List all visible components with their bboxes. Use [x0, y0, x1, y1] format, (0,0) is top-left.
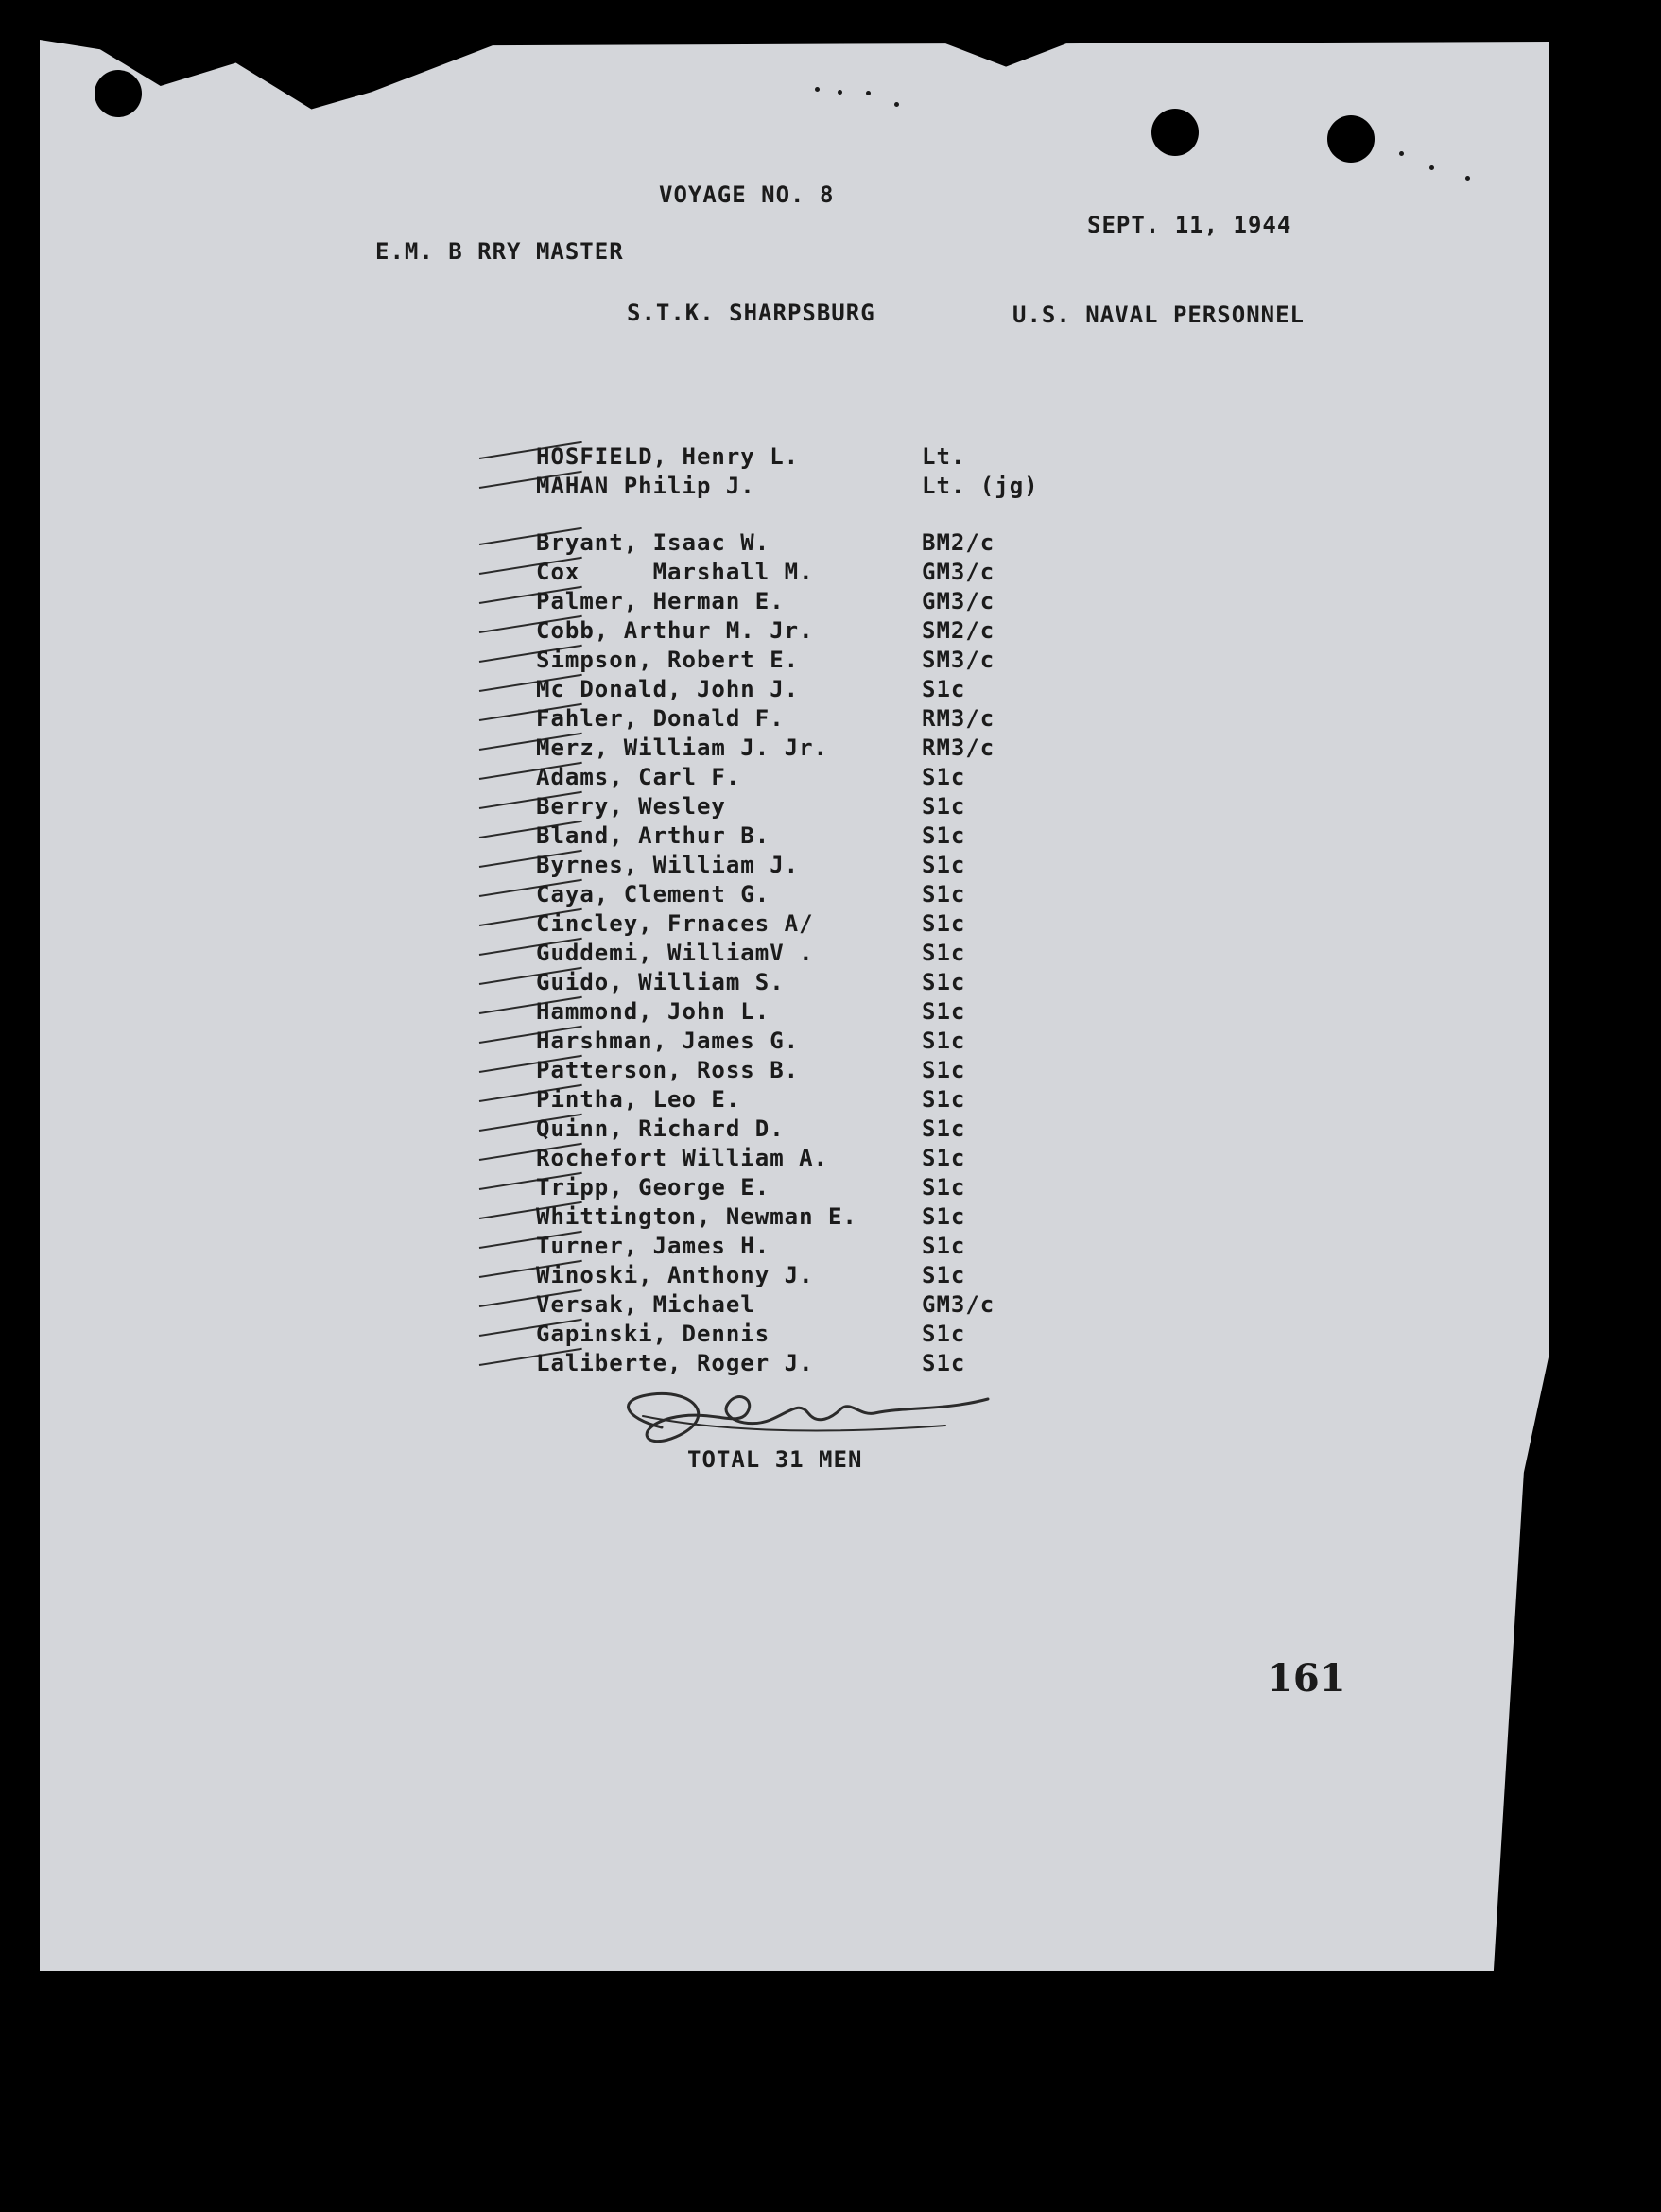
person-rank: S1c	[922, 1203, 966, 1230]
person-name: Whittington, Newman E.	[536, 1203, 857, 1230]
person-rank: S1c	[922, 881, 966, 907]
ink-speck	[1399, 151, 1404, 156]
personnel-type: U.S. NAVAL PERSONNEL	[1012, 302, 1305, 328]
person-rank: GM3/c	[922, 559, 995, 585]
person-rank: S1c	[922, 1028, 966, 1054]
ink-speck	[1429, 165, 1434, 170]
person-name: Rochefort William A.	[536, 1145, 828, 1171]
roster-row	[536, 647, 1065, 676]
person-name: HOSFIELD, Henry L.	[536, 443, 800, 470]
person-rank: S1c	[922, 940, 966, 966]
person-rank: S1c	[922, 1233, 966, 1259]
ink-speck	[866, 91, 871, 95]
roster-row	[536, 1203, 1065, 1233]
roster-row	[536, 852, 1065, 881]
person-rank: S1c	[922, 1321, 966, 1347]
person-name: Bland, Arthur B.	[536, 822, 770, 849]
person-rank: S1c	[922, 676, 966, 702]
person-name: Patterson, Ross B.	[536, 1057, 800, 1083]
master-name: E.M. B RRY MASTER	[375, 238, 624, 265]
person-name: Cobb, Arthur M. Jr.	[536, 617, 814, 644]
person-name: Merz, William J. Jr.	[536, 734, 828, 761]
ink-speck	[815, 87, 820, 92]
person-rank: GM3/c	[922, 588, 995, 614]
person-name: Cox Marshall M.	[536, 559, 814, 585]
roster-row	[536, 1086, 1065, 1115]
person-rank: S1c	[922, 998, 966, 1025]
roster-row	[536, 1291, 1065, 1321]
personnel-roster	[536, 443, 1065, 1379]
person-name: Quinn, Richard D.	[536, 1115, 785, 1142]
person-name: Guido, William S.	[536, 969, 785, 995]
person-name: Caya, Clement G.	[536, 881, 770, 907]
roster-row	[536, 1145, 1065, 1174]
person-name: Harshman, James G.	[536, 1028, 800, 1054]
roster-row	[536, 793, 1065, 822]
person-rank: S1c	[922, 1262, 966, 1288]
roster-row	[536, 910, 1065, 940]
roster-row	[536, 764, 1065, 793]
roster-row	[536, 1321, 1065, 1350]
ship-name: S.T.K. SHARPSBURG	[627, 300, 875, 326]
person-rank: S1c	[922, 1115, 966, 1142]
person-rank: S1c	[922, 1350, 966, 1376]
roster-row	[536, 1233, 1065, 1262]
person-name: Bryant, Isaac W.	[536, 529, 770, 556]
roster-row	[536, 998, 1065, 1028]
person-name: Versak, Michael	[536, 1291, 755, 1318]
ink-speck	[1465, 176, 1470, 181]
person-rank: S1c	[922, 1145, 966, 1171]
person-name: Laliberte, Roger J.	[536, 1350, 814, 1376]
person-rank: S1c	[922, 910, 966, 937]
person-name: Palmer, Herman E.	[536, 588, 785, 614]
person-rank: S1c	[922, 852, 966, 878]
person-rank: S1c	[922, 1174, 966, 1201]
roster-row	[536, 559, 1065, 588]
person-rank: S1c	[922, 793, 966, 820]
person-rank: S1c	[922, 822, 966, 849]
document-date: SEPT. 11, 1944	[1087, 212, 1292, 238]
person-name: Winoski, Anthony J.	[536, 1262, 814, 1288]
ink-speck	[838, 90, 842, 95]
person-name: Simpson, Robert E.	[536, 647, 800, 673]
person-name: MAHAN Philip J.	[536, 473, 755, 499]
punch-hole-middle	[1151, 109, 1199, 156]
person-name: Guddemi, WilliamV .	[536, 940, 814, 966]
page-number: 161	[1267, 1656, 1346, 1701]
roster-row	[536, 969, 1065, 998]
person-name: Pintha, Leo E.	[536, 1086, 741, 1113]
person-rank: RM3/c	[922, 734, 995, 761]
person-name: Byrnes, William J.	[536, 852, 800, 878]
roster-row	[536, 1262, 1065, 1291]
person-name: Gapinski, Dennis	[536, 1321, 770, 1347]
punch-hole-left	[95, 70, 142, 117]
person-rank: S1c	[922, 969, 966, 995]
person-name: Fahler, Donald F.	[536, 705, 785, 732]
ink-speck	[894, 102, 899, 107]
person-rank: SM2/c	[922, 617, 995, 644]
person-rank: BM2/c	[922, 529, 995, 556]
roster-row	[536, 940, 1065, 969]
person-name: Tripp, George E.	[536, 1174, 770, 1201]
roster-row	[536, 588, 1065, 617]
person-name: Mc Donald, John J.	[536, 676, 800, 702]
roster-row	[536, 822, 1065, 852]
person-name: Cincley, Frnaces A/	[536, 910, 814, 937]
roster-row	[536, 1057, 1065, 1086]
person-rank: S1c	[922, 1057, 966, 1083]
roster-row	[536, 1115, 1065, 1145]
person-name: Berry, Wesley	[536, 793, 726, 820]
roster-row	[536, 705, 1065, 734]
roster-row	[536, 1174, 1065, 1203]
person-rank: SM3/c	[922, 647, 995, 673]
person-name: Turner, James H.	[536, 1233, 770, 1259]
person-name: Adams, Carl F.	[536, 764, 741, 790]
voyage-number: VOYAGE NO. 8	[659, 181, 835, 208]
total-men: TOTAL 31 MEN	[687, 1446, 863, 1473]
roster-row	[536, 529, 1065, 559]
person-rank: RM3/c	[922, 705, 995, 732]
roster-row	[536, 734, 1065, 764]
roster-row	[536, 443, 1065, 473]
person-rank: S1c	[922, 1086, 966, 1113]
person-rank: S1c	[922, 764, 966, 790]
person-rank: Lt.	[922, 443, 966, 470]
punch-hole-right	[1327, 115, 1375, 163]
person-rank: GM3/c	[922, 1291, 995, 1318]
roster-row	[536, 881, 1065, 910]
roster-row	[536, 676, 1065, 705]
person-rank: Lt. (jg)	[922, 473, 1039, 499]
roster-row	[536, 473, 1065, 502]
roster-row	[536, 617, 1065, 647]
person-name: Hammond, John L.	[536, 998, 770, 1025]
roster-row	[536, 1028, 1065, 1057]
